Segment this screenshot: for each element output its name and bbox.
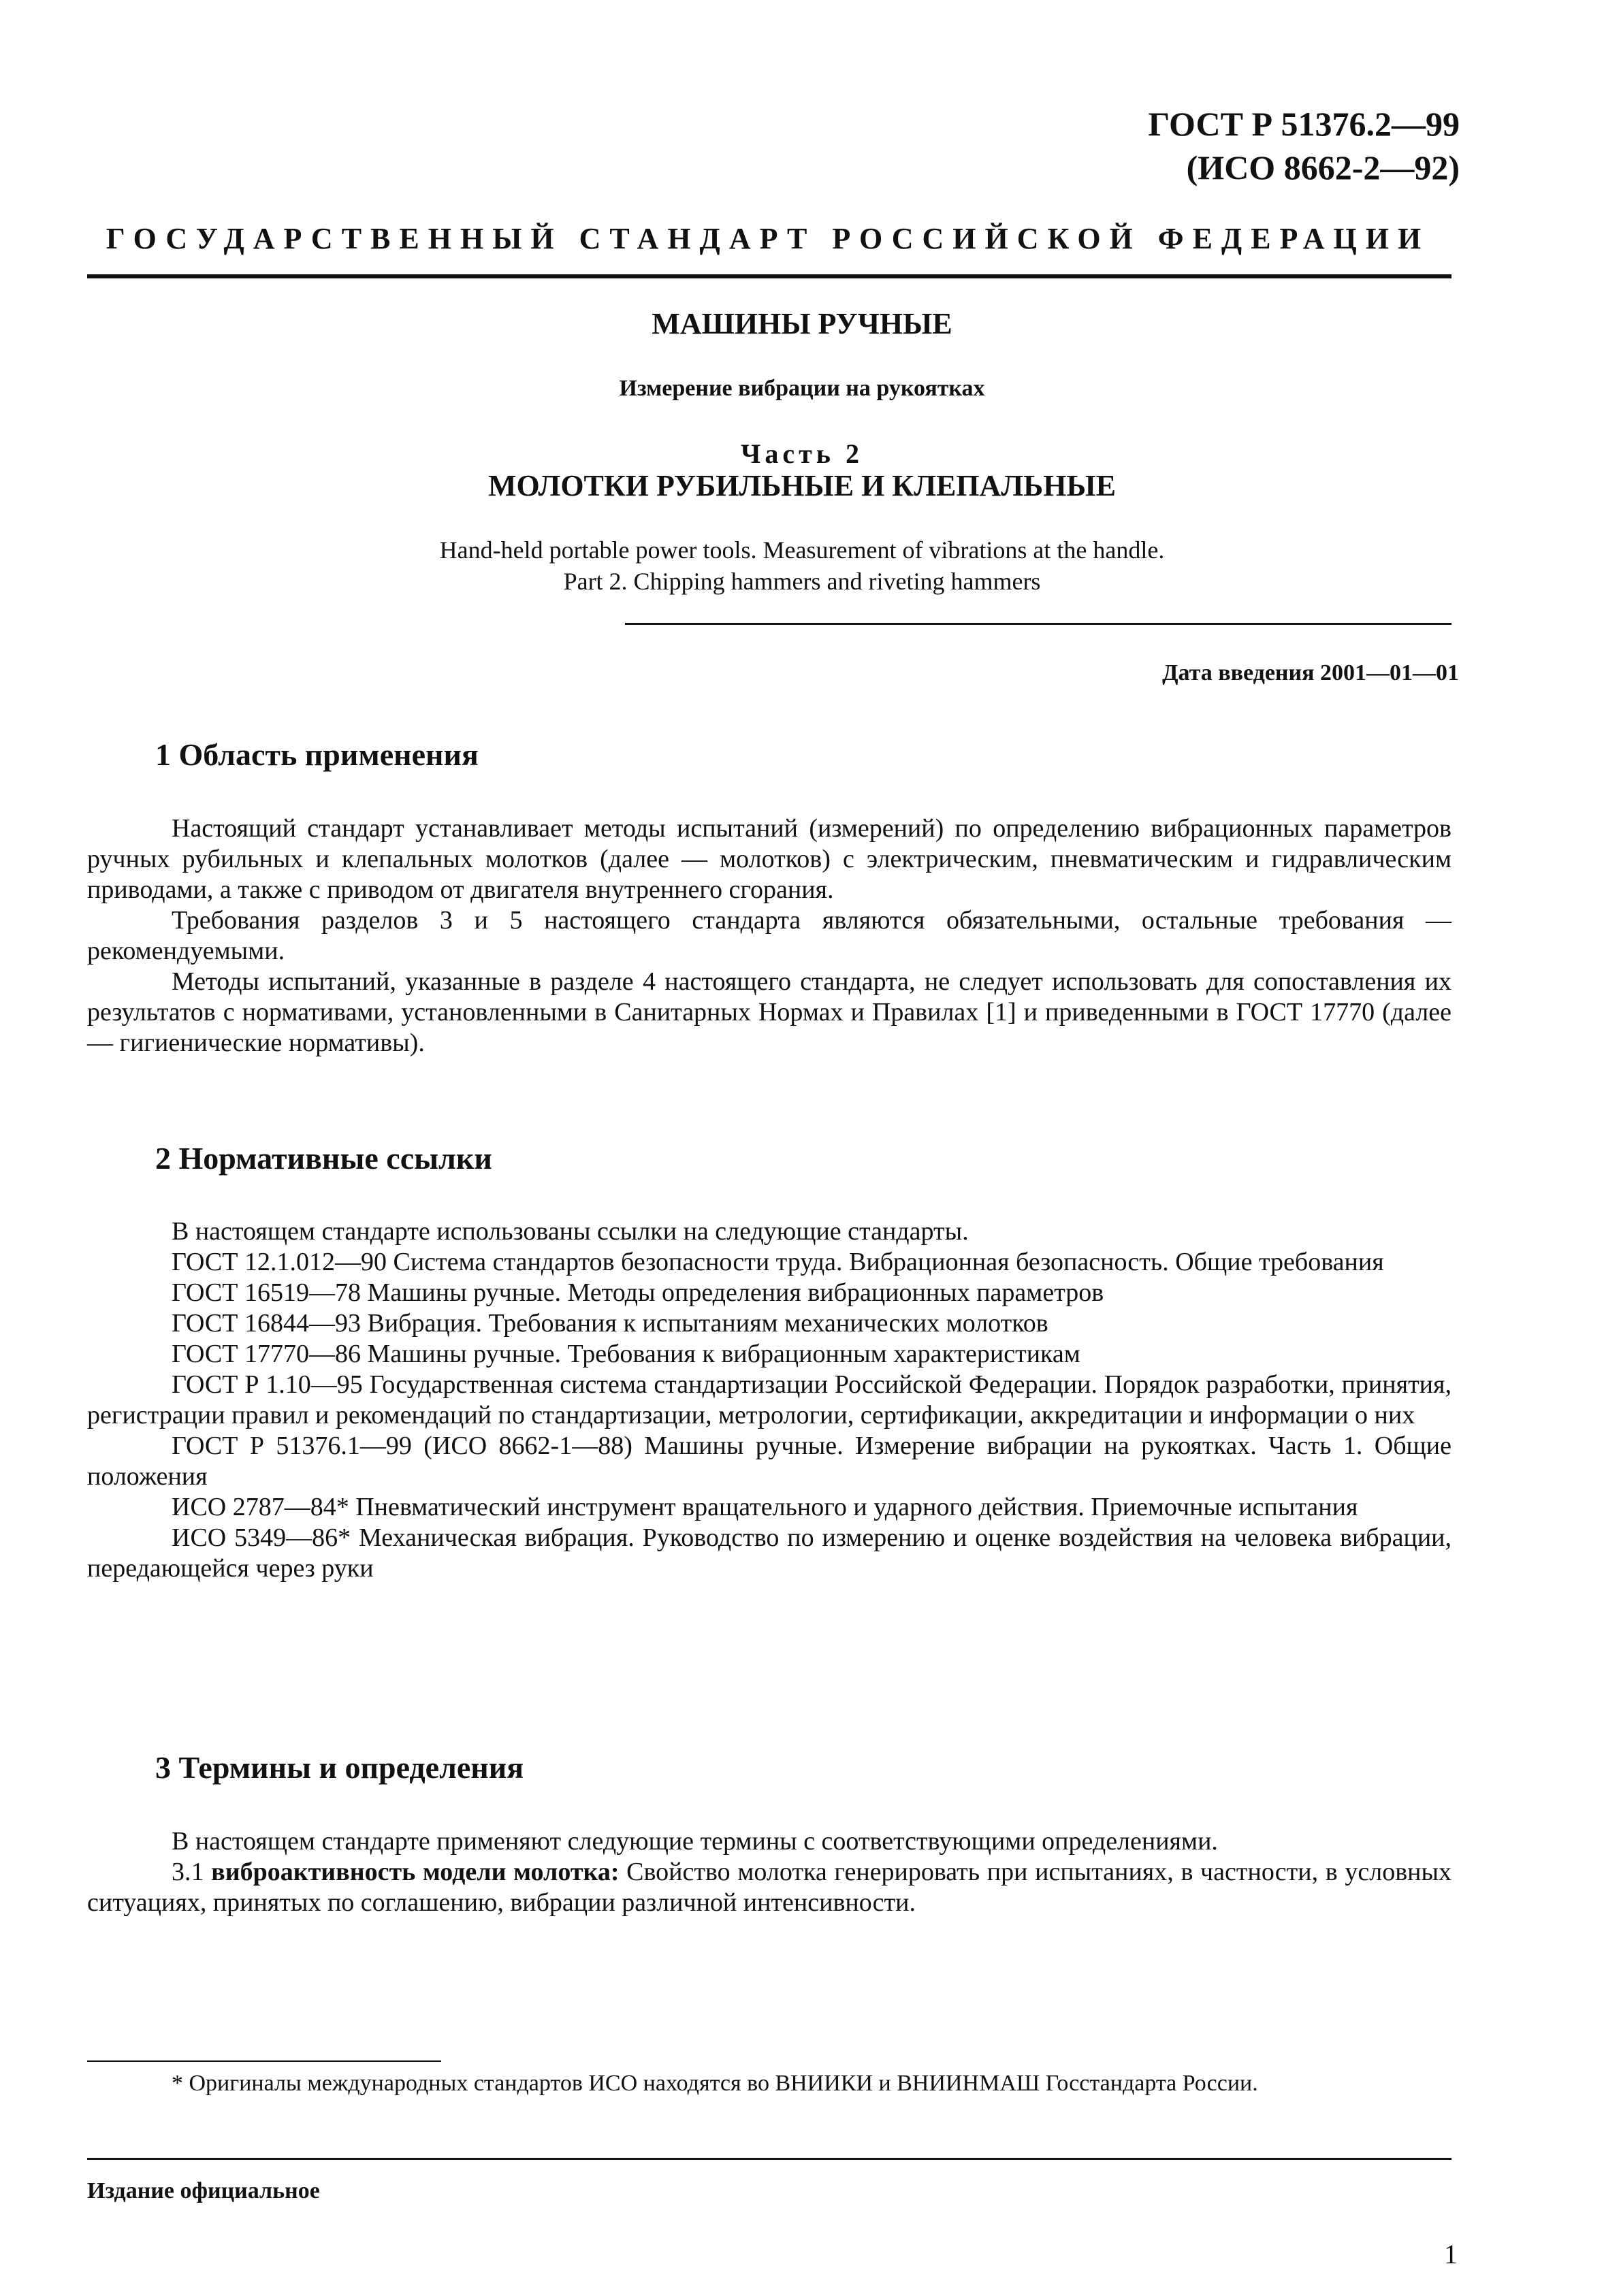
header-rule: [87, 274, 1451, 278]
iso-number: (ИСО 8662-2—92): [1186, 148, 1460, 187]
gost-number: ГОСТ Р 51376.2—99: [1148, 105, 1460, 143]
section-1-heading: 1 Область применения: [155, 737, 479, 772]
part-title: МОЛОТКИ РУБИЛЬНЫЕ И КЛЕПАЛЬНЫЕ: [487, 469, 1116, 502]
footnote: [87, 2069, 1451, 2098]
term-name: виброактивность модели молотка:: [211, 1858, 620, 1886]
doc-title: МАШИНЫ РУЧНЫЕ: [652, 307, 952, 340]
official-edition-label: Издание официальное: [87, 2178, 320, 2203]
footnote-text: * Оригиналы международных стандартов ИСО находятся во ВНИИКИ и ВНИИНМАШ Госстандарта России.: [172, 2071, 1258, 2096]
section-2-body: [87, 1216, 1451, 1584]
doc-subtitle: Измерение вибрации на рукоятках: [619, 376, 985, 401]
section-1-paragraph: Методы испытаний, указанные в разделе 4 настоящего стандарта, не следует использовать для сопоставления их результатов с нормативами, установленными в Санитарных Нормах и Правилах [1] и приведенными в ГОСТ 17770 (далее — гигиенические нормативы).: [87, 967, 1451, 1057]
term-number: 3.1: [172, 1858, 204, 1886]
section-2-heading: 2 Нормативные ссылки: [155, 1141, 492, 1176]
section-1-body: [87, 813, 1451, 1058]
standard-number-block: [1148, 102, 1460, 189]
reference-item: ГОСТ Р 1.10—95 Государственная система стандартизации Российской Федерации. Порядок разработки, принятия, регистрации правил и рекомендаций по стандартизации, метрологии, сертификации, аккредитации и информации о них: [87, 1370, 1451, 1429]
reference-item: ГОСТ 17770—86 Машины ручные. Требования к вибрационным характеристикам: [172, 1340, 1080, 1368]
section-1-paragraph: Требования разделов 3 и 5 настоящего стандарта являются обязательными, остальные требования — рекомендуемыми.: [87, 906, 1451, 965]
english-title-line1: Hand-held portable power tools. Measurement of vibrations at the handle.: [439, 536, 1165, 564]
footnote-rule: [87, 2060, 441, 2062]
reference-item: ИСО 2787—84* Пневматический инструмент вращательного и ударного действия. Приемочные испытания: [172, 1493, 1358, 1521]
section-3-heading: 3 Термины и определения: [155, 1750, 524, 1785]
reference-item: ГОСТ 12.1.012—90 Система стандартов безопасности труда. Вибрационная безопасность. Общие требования: [172, 1248, 1384, 1276]
term-text: Свойство молотка генерировать при испытаниях, в частности, в условных ситуациях, принятых по соглашению, вибрации различной интенсивности.: [87, 1858, 1452, 1917]
reference-item: ГОСТ 16844—93 Вибрация. Требования к испытаниям механических молотков: [172, 1309, 1048, 1338]
section-1-paragraph: Настоящий стандарт устанавливает методы испытаний (измерений) по определению вибрационных параметров ручных рубильных и клепальных молотков (далее — молотков) с электрическим, пневматическим и гидравлическим приводами, а также с приводом от двигателя внутреннего сгорания.: [87, 814, 1451, 904]
term-definition: [87, 1857, 1451, 1918]
section-3-intro: В настоящем стандарте применяют следующие термины с соответствующими определениями.: [172, 1827, 1218, 1856]
page-number: 1: [1444, 2239, 1458, 2269]
reference-item: ГОСТ Р 51376.1—99 (ИСО 8662-1—88) Машины ручные. Измерение вибрации на рукоятках. Часть 1. Общие положения: [87, 1432, 1451, 1491]
section-3-body: [87, 1826, 1451, 1918]
part-number: Часть 2: [741, 438, 863, 469]
reference-item: ИСО 5349—86* Механическая вибрация. Руководство по измерению и оценке воздействия на человека вибрации, передающейся через руки: [87, 1523, 1451, 1583]
gov-standard-title: ГОСУДАРСТВЕННЫЙ СТАНДАРТ РОССИЙСКОЙ ФЕДЕРАЦИИ: [106, 222, 1430, 255]
bottom-rule: [87, 2158, 1451, 2160]
reference-item: ГОСТ 16519—78 Машины ручные. Методы определения вибрационных параметров: [172, 1278, 1104, 1307]
section-2-intro: В настоящем стандарте использованы ссылки на следующие стандарты.: [172, 1217, 969, 1246]
title-rule: [625, 623, 1451, 625]
english-title-line2: Part 2. Chipping hammers and riveting hammers: [563, 568, 1041, 595]
introduction-date: Дата введения 2001—01—01: [1162, 660, 1459, 685]
